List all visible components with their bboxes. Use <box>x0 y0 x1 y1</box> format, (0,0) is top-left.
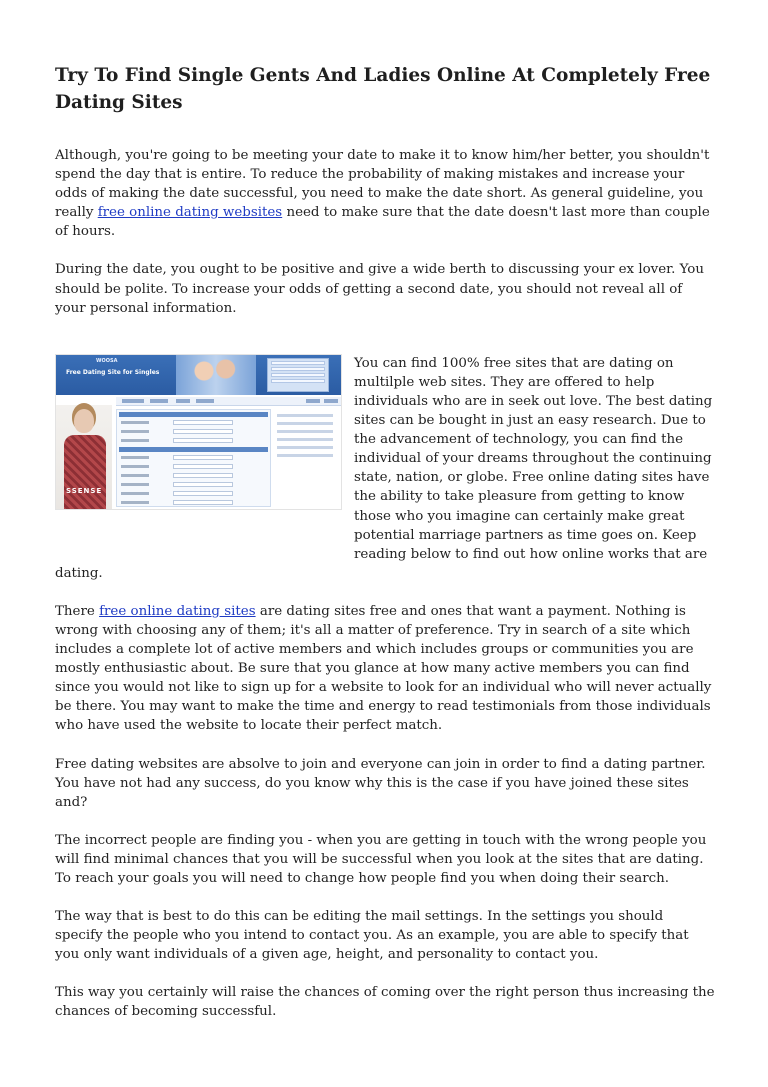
image-site-header <box>56 355 341 395</box>
image-signup-form <box>116 409 271 507</box>
free-online-dating-sites-link[interactable]: free online dating sites <box>99 603 256 619</box>
image-site-title: Free Dating Site for Singles <box>66 368 160 376</box>
image-model-brand: SSENSE <box>66 486 103 495</box>
paragraph-4 <box>55 602 715 736</box>
paragraph-6: The incorrect people are finding you - when you are getting in touch with the wrong people you will find minimal chances that you will be successful when you look at the sites that are dating. To reach your goals you will need to change how people find you when doing their search. <box>55 832 707 886</box>
paragraph-8: This way you certainly will raise the chances of coming over the right person thus increasing the chances of becoming successful. <box>55 985 715 1020</box>
image-nav-bar <box>116 397 342 406</box>
paragraph-1 <box>55 146 715 241</box>
article <box>55 62 715 1041</box>
paragraph-1-text-a: Although, you're going to be meeting your date to make it to know him/her better, you shouldn't spend the day that is entire. To reduce the probability of making mistakes and increase your odds of making the date successful, you need to make the date short. As general guideline, you really <box>55 148 710 221</box>
image-couple-photo <box>176 355 256 395</box>
page-title: Try To Find Single Gents And Ladies Online At Completely Free Dating Sites <box>55 65 711 113</box>
paragraph-4-text-a: There <box>55 603 100 619</box>
paragraph-7: The way that is best to do this can be editing the mail settings. In the settings you should specify the people who you intend to contact you. As an example, you are able to specify that you only want individuals of a given age, height, and personality to contact you. <box>55 909 689 963</box>
image-site-logo: WOOSA <box>96 357 118 364</box>
figure-block <box>55 354 715 583</box>
paragraph-5: Free dating websites are absolve to join and everyone can join in order to find a dating partner. You have not had any success, do you know why this is the case if you have joined these sites and? <box>55 756 706 810</box>
image-model-ad <box>56 405 112 510</box>
paragraph-1-text-b: need to make sure that the date doesn't last more than couple of hours. <box>55 205 710 240</box>
image-side-panel <box>275 409 335 479</box>
free-online-dating-websites-link[interactable]: free online dating websites <box>97 205 283 221</box>
paragraph-2: During the date, you ought to be positive and give a wide berth to discussing your ex lover. You should be polite. To increase your odds of getting a second date, you should not reveal all of your personal information. <box>55 262 704 316</box>
paragraph-3: You can find 100% free sites that are dating on multilple web sites. They are offered to help individuals who are in seek out love. The best dating sites can be bought in just an easy research. Due to the advancement of technology, you can find the individual of your dreams throughout the continuing state, nation, or globe. Free online dating sites have the ability to take pleasure from getting to know those who you imagine can certainly make great potential marriage partners as time goes on. Keep reading below to find out how online works that are dating. <box>55 355 713 581</box>
paragraph-4-text-b: are dating sites free and ones that want a payment. Nothing is wrong with choosing any of them; it's all a matter of preference. Try in search of a site which includes a complete lot of active members and which includes groups or communities you are mostly enthusiastic about. Be sure that you glance at how many active members you can find since you would not like to sign up for a website to look for an individual who will never actually be there. You may want to make the time and energy to read testimonials from those individuals who have used the website to locate their perfect match. <box>55 603 712 734</box>
image-search-panel <box>267 358 329 392</box>
dating-site-screenshot-image <box>55 354 342 510</box>
